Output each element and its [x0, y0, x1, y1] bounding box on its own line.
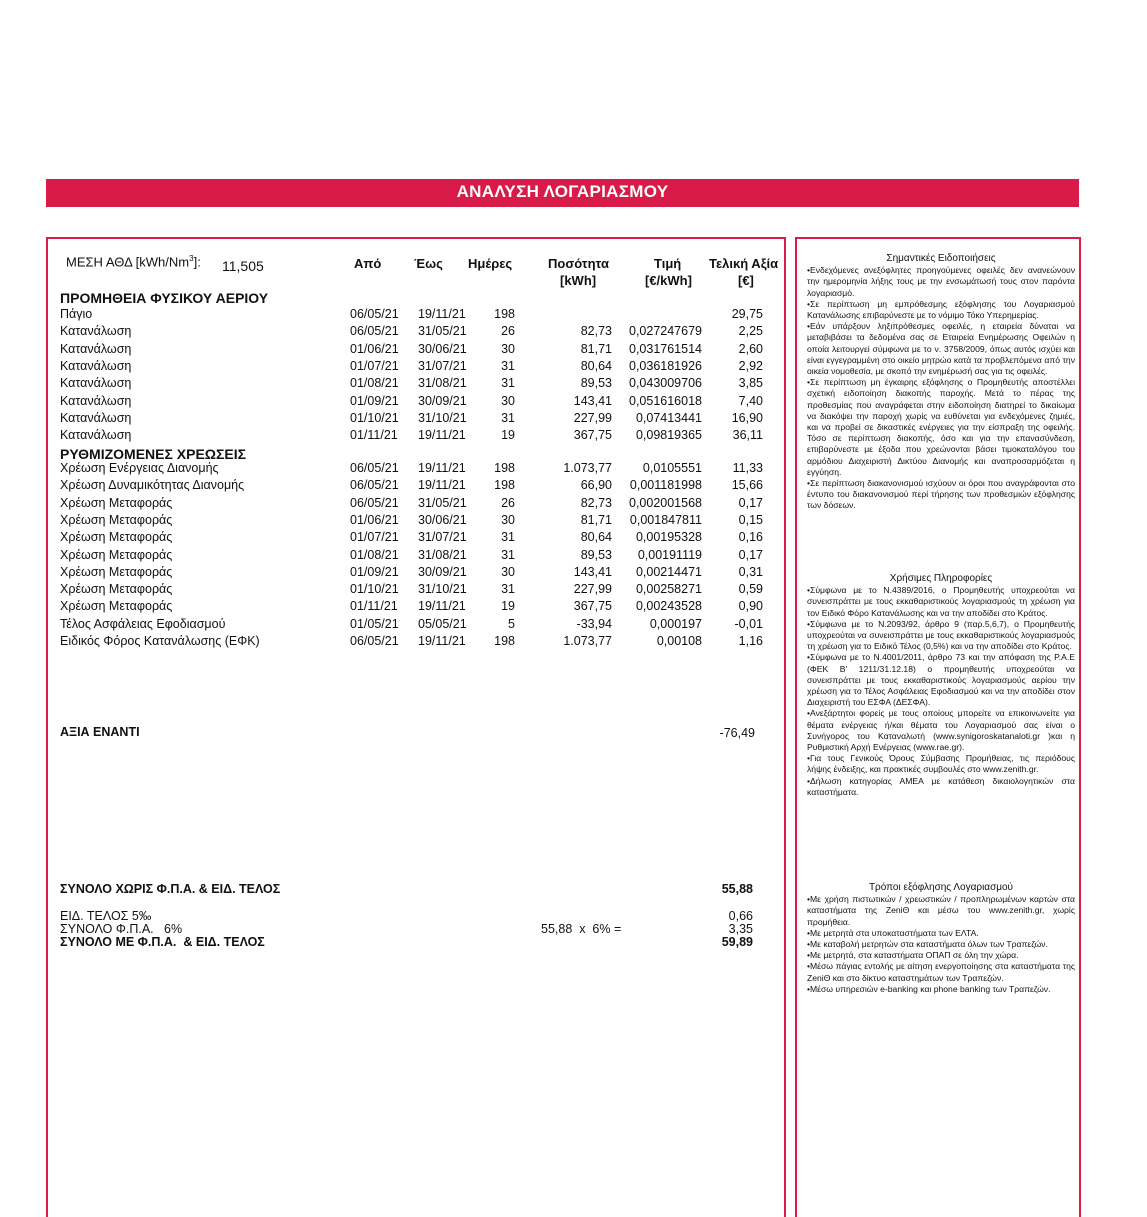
row-label: Ειδικός Φόρος Κατανάλωσης (ΕΦΚ): [60, 634, 260, 648]
row-price: 0,051616018: [629, 393, 702, 408]
row-label: Κατανάλωση: [60, 341, 132, 356]
col-header-qty-unit: [kWh]: [560, 273, 597, 288]
bill-analysis-panel: [46, 237, 786, 1217]
row-final: 1,16: [738, 634, 763, 648]
meta-value: 11,505: [222, 258, 264, 274]
table-row: [48, 496, 788, 513]
row-from: 01/06/21: [350, 341, 399, 356]
notice-item: •Με μετρητά, στα καταστήματα ΟΠΑΠ σε όλη την χώρα.: [807, 950, 1019, 961]
row-from: 01/05/21: [350, 616, 399, 631]
row-price: 0,0105551: [642, 461, 702, 475]
row-price: 0,001847811: [629, 512, 702, 527]
row-label: Χρέωση Μεταφοράς: [60, 564, 173, 579]
row-from: 06/05/21: [350, 495, 399, 510]
row-qty: 367,75: [573, 599, 612, 614]
row-price: 0,001181998: [629, 478, 702, 493]
row-label: Χρέωση Μεταφοράς: [60, 599, 173, 614]
notice-item: •Σε περίπτωση διακανονισμού ισχύουν οι όροι που αναγράφονται στο έντυπο του διακανονισμού περί τήρησης των προθεσμιών εξόφλησης των δόσεων.: [807, 478, 1075, 511]
row-from: 06/05/21: [350, 634, 399, 648]
row-qty: 367,75: [573, 428, 612, 443]
row-qty: 66,90: [580, 478, 612, 493]
row-label: Χρέωση Μεταφοράς: [60, 512, 173, 527]
notice-item: •Με μετρητά στα υποκαταστήματα των ΕΛΤΑ.: [807, 927, 979, 938]
row-final: 11,33: [732, 461, 763, 475]
col-header-final-unit: [€]: [738, 273, 754, 288]
row-qty: 81,71: [580, 512, 612, 527]
payment-methods-title: Τρόποι εξόφλησης Λογαριασμού: [868, 882, 1014, 893]
row-qty: 82,73: [580, 495, 612, 510]
row-label: Χρέωση Δυναμικότητας Διανομής: [60, 478, 245, 493]
row-price: 0,00108: [656, 634, 702, 648]
row-final: -0,01: [734, 616, 763, 631]
row-days: 31: [501, 376, 515, 391]
row-price: 0,043009706: [629, 376, 702, 391]
row-price: 0,00243528: [635, 599, 702, 614]
col-header-qty: Ποσότητα: [548, 256, 609, 271]
row-final: 2,60: [738, 341, 763, 356]
row-label: Κατανάλωση: [60, 393, 132, 408]
row-label: Χρέωση Ενέργειας Διανομής: [60, 461, 219, 475]
row-to: 30/06/21: [418, 341, 467, 356]
row-to: 05/05/21: [418, 616, 467, 631]
col-header-days: Ημέρες: [468, 256, 513, 271]
important-notices-title: Σημαντικές Ειδοποιήσεις: [886, 253, 996, 264]
table-row: [48, 530, 788, 547]
row-days: 31: [501, 358, 515, 373]
notice-item: •Μέσω πάγιας εντολής με αίτηση ενεργοποίησης στα καταστήματα της ZeniΘ και στο δίκτυο καταστημάτων των Τραπεζών.: [807, 961, 1075, 983]
table-row: [48, 342, 788, 359]
notice-item: •Ανεξάρτητοι φορείς με τους οποίους μπορείτε να επικοινωνείτε για θέματα ενέργειας ή/και θέματα του Λογαριασμού σας είναι ο Συνήγορος του Καταναλωτή (www.synigoroskatanaloti.gr )και η Ρυθμιστική Αρχή Ενέργειας (www.rae.gr).: [807, 708, 1075, 753]
row-label: Πάγιο: [60, 307, 93, 321]
row-label: Κατανάλωση: [60, 358, 132, 373]
row-label: Χρέωση Μεταφοράς: [60, 530, 173, 545]
row-to: 31/10/21: [418, 410, 467, 425]
row-to: 30/09/21: [418, 564, 467, 579]
row-final: 0,16: [738, 530, 763, 545]
grand-total-value: 59,89: [721, 935, 753, 949]
subtotal-value: 55,88: [721, 882, 753, 896]
row-from: 01/06/21: [350, 512, 399, 527]
meta-label: ΜΕΣΗ ΑΘΔ [kWh/Nm$^3$]:: [66, 254, 201, 270]
row-label: Κατανάλωση: [60, 376, 132, 391]
row-days: 31: [501, 530, 515, 545]
row-days: 30: [501, 512, 515, 527]
table-row: [48, 461, 788, 478]
row-to: 31/05/21: [418, 495, 467, 510]
banner-title: ΑΝΑΛΥΣΗ ΛΟΓΑΡΙΑΣΜΟΥ: [456, 182, 669, 201]
row-to: 31/05/21: [418, 324, 467, 339]
notice-item: •Σύμφωνα με το Ν.2093/92, άρθρο 9 (παρ.5,6,7), ο Προμηθευτής υποχρεούται να συνεισπράττει με τους εκκαθαριστικούς λογαριασμούς τη χρέωση για το Ειδικό Τέλος (0,5%) και να την αποδίδει στο Κράτος.: [807, 618, 1075, 652]
table-row: [48, 428, 788, 445]
row-days: 31: [501, 582, 515, 597]
row-final: 2,25: [738, 324, 763, 339]
row-from: 06/05/21: [350, 324, 399, 339]
row-days: 198: [494, 461, 515, 475]
row-qty: 1.073,77: [563, 634, 612, 648]
table-row: [48, 411, 788, 428]
row-label: Χρέωση Μεταφοράς: [60, 547, 173, 562]
row-final: 36,11: [732, 428, 763, 443]
row-final: 0,90: [738, 599, 763, 614]
row-final: 3,85: [738, 376, 763, 391]
vat-value: 3,35: [728, 922, 753, 936]
row-qty: 227,99: [573, 582, 612, 597]
section-banner: [46, 179, 1079, 207]
row-from: 01/11/21: [350, 428, 398, 443]
useful-info-title: Χρήσιμες Πληροφορίες: [889, 573, 993, 584]
row-qty: 80,64: [580, 358, 612, 373]
col-header-from: Από: [354, 256, 382, 271]
row-price: 0,00191119: [637, 547, 702, 562]
row-label: Κατανάλωση: [60, 410, 132, 425]
row-to: 19/11/21: [418, 599, 466, 614]
special-fee-label: ΕΙΔ. ΤΕΛΟΣ 5‰: [60, 909, 152, 923]
table-row: [48, 634, 788, 651]
row-from: 01/08/21: [350, 376, 399, 391]
special-fee-value: 0,66: [728, 909, 753, 923]
row-from: 01/09/21: [350, 564, 399, 579]
row-price: 0,07413441: [635, 410, 702, 425]
row-price: 0,031761514: [629, 341, 702, 356]
row-price: 0,000197: [649, 616, 702, 631]
table-row: [48, 617, 788, 634]
row-price: 0,002001568: [629, 495, 702, 510]
vat-formula: 55,88 x 6% =: [541, 922, 622, 936]
row-days: 31: [501, 547, 515, 562]
row-qty: 1.073,77: [563, 461, 612, 475]
table-row: [48, 307, 788, 324]
row-to: 30/09/21: [418, 393, 467, 408]
table-row: [48, 394, 788, 411]
col-header-price-unit: [€/kWh]: [645, 273, 692, 288]
table-row: [48, 548, 788, 565]
row-from: 01/10/21: [350, 582, 399, 597]
row-to: 19/11/21: [418, 428, 466, 443]
row-from: 06/05/21: [350, 461, 399, 475]
notice-item: •Μέσω υπηρεσιών e-banking και phone banking των Τραπεζών.: [807, 983, 1051, 994]
useful-info: [807, 573, 1075, 798]
notice-item: •Σύμφωνα με το Ν.4001/2011, άρθρο 73 και την απόφαση της Ρ.Α.Ε (ΦΕΚ Β' 1211/31.12.18) ο προμηθευτής υποχρεούται να συνεισπράττει με τους εκκαθαριστικούς λογαριασμούς αερίου την χρέωση για το Τέλος Ασφάλειας Εφοδιασμού και να την αποδίδει στον Διαχειριστή του ΕΣΦΑ (ΔΕΣΦΑ).: [807, 652, 1075, 708]
row-to: 31/07/21: [418, 358, 467, 373]
notice-item: •Με καταβολή μετρητών στα καταστήματα όλων των Τραπεζών.: [807, 939, 1048, 950]
row-from: 01/09/21: [350, 393, 399, 408]
payment-methods: [807, 882, 1075, 995]
notice-item: •Εάν υπάρξουν ληξιπρόθεσμες οφειλές, η εταιρεία δύναται να μεταβιβάσει τα δεδομένα σας σε Εταιρεία Ενημέρωσης Οφειλών η οποία λειτουργεί σύμφωνα με το ν. 3758/2009, όπως αυτός ισχύει και είναι εγγεγραμμένη στο οικείο μητρώο κατά τα προβλεπόμενα από την οικεία νομοθεσία, με σκοπό την ενημέρωσή σας για τις οφειλές.: [807, 321, 1075, 377]
row-days: 19: [501, 599, 515, 614]
row-label: Κατανάλωση: [60, 324, 132, 339]
row-days: 198: [494, 307, 515, 321]
table-row: [48, 582, 788, 599]
row-from: 01/08/21: [350, 547, 399, 562]
row-to: 19/11/21: [418, 461, 466, 475]
row-days: 30: [501, 564, 515, 579]
row-qty: 81,71: [580, 341, 612, 356]
notice-item: •Σύμφωνα με το Ν.4389/2016, ο Προμηθευτής υποχρεούται να συνεισπράττει με τους εκκαθαριστικούς λογαριασμούς τη χρέωση για τον Ειδικό Φόρο Κατανάλωσης και να την αποδίδει στο Κράτος.: [807, 585, 1075, 618]
row-days: 30: [501, 393, 515, 408]
row-days: 198: [494, 478, 515, 493]
notices-panel: [795, 237, 1081, 1217]
row-label: Κατανάλωση: [60, 428, 132, 443]
row-from: 01/11/21: [350, 599, 398, 614]
row-to: 31/08/21: [418, 376, 467, 391]
row-price: 0,036181926: [629, 358, 702, 373]
row-price: 0,00195328: [635, 530, 702, 545]
notice-item: •Ενδεχόμενες ανεξόφλητες προηγούμενες οφειλές δεν ανανεώνουν την ημερομηνία λήξης τους με την ενσωμάτωσή τους στον παρόντα λογαριασμό.: [807, 265, 1075, 298]
row-qty: 227,99: [573, 410, 612, 425]
row-final: 29,75: [731, 307, 763, 321]
row-final: 7,40: [738, 393, 763, 408]
row-to: 31/08/21: [418, 547, 467, 562]
notice-item: •Δήλωση κατηγορίας ΑΜΕΑ με κατάθεση δικαιολογητικών στα καταστήματα.: [807, 775, 1075, 797]
row-to: 30/06/21: [418, 512, 467, 527]
row-days: 198: [494, 634, 515, 648]
row-final: 0,15: [738, 512, 763, 527]
vat-label: ΣΥΝΟΛΟ Φ.Π.Α. 6%: [60, 922, 183, 936]
row-from: 01/10/21: [350, 410, 399, 425]
table-row: [48, 513, 788, 530]
col-header-final: Τελική Αξία: [709, 256, 779, 271]
row-final: 0,17: [738, 495, 763, 510]
row-from: 01/07/21: [350, 358, 399, 373]
col-header-price: Τιμή: [654, 256, 682, 271]
row-to: 19/11/21: [418, 634, 466, 648]
row-price: 0,09819365: [635, 428, 702, 443]
important-notices: [807, 253, 1075, 512]
row-qty: 82,73: [580, 324, 612, 339]
row-days: 26: [501, 495, 515, 510]
table-row: [48, 324, 788, 341]
row-price: 0,027247679: [629, 324, 702, 339]
row-days: 31: [501, 410, 515, 425]
row-to: 31/07/21: [418, 530, 467, 545]
row-label: Τέλος Ασφάλειας Εφοδιασμού: [60, 616, 226, 631]
row-qty: 80,64: [580, 530, 612, 545]
row-days: 30: [501, 341, 515, 356]
table-row: [48, 376, 788, 393]
row-label: Χρέωση Μεταφοράς: [60, 582, 173, 597]
row-price: 0,00214471: [635, 564, 702, 579]
row-final: 2,92: [738, 358, 763, 373]
row-final: 0,31: [738, 564, 763, 579]
notice-item: •Σε περίπτωση μη έγκαιρης εξόφλησης ο Προμηθευτής αποστέλλει σχετική ειδοποίηση διακοπής παροχής. Μετά το πέρας της προθεσμίας που αναγράφεται στην ειδοποίηση διατηρεί το δικαίωμα να διακόψει την παροχή χωρίς να ευθύνεται για ενδεχόμενες ζημιές, και να προβεί σε δικαστικές ενέργειες για την είσπραξη της οφειλής. Τόσο σε περίπτωση διακοπής, όσο και για την επανασύνδεση, επιβαρύνεστε με έξοδα που χρεώνονται βάσει τιμοκαταλόγου του αρμόδιου Διαχειριστή Δικτύου Διανομής και αναπροσαρμόζεται η εγγύηση.: [807, 377, 1075, 477]
row-days: 26: [501, 324, 515, 339]
section-title-regulated: ΡΥΘΜΙΖΟΜΕΝΕΣ ΧΡΕΩΣΕΙΣ: [60, 446, 247, 462]
row-final: 15,66: [731, 478, 763, 493]
row-qty: 143,41: [573, 393, 612, 408]
row-price: 0,00258271: [635, 582, 702, 597]
row-from: 06/05/21: [350, 307, 399, 321]
row-from: 01/07/21: [350, 530, 399, 545]
row-qty: -33,94: [576, 616, 612, 631]
table-row: [48, 599, 788, 616]
row-qty: 89,53: [580, 376, 612, 391]
row-qty: 89,53: [580, 547, 612, 562]
table-row: [48, 565, 788, 582]
grand-total-label: ΣΥΝΟΛΟ ΜΕ Φ.Π.Α. & ΕΙΔ. ΤΕΛΟΣ: [60, 935, 265, 949]
row-final: 16,90: [731, 410, 763, 425]
row-qty: 143,41: [573, 564, 612, 579]
advance-value: -76,49: [719, 726, 755, 740]
row-label: Χρέωση Μεταφοράς: [60, 495, 173, 510]
subtotal-label: ΣΥΝΟΛΟ ΧΩΡΙΣ Φ.Π.Α. & ΕΙΔ. ΤΕΛΟΣ: [60, 882, 281, 896]
row-final: 0,17: [738, 547, 763, 562]
section-title-supply: ΠΡΟΜΗΘΕΙΑ ΦΥΣΙΚΟΥ ΑΕΡΙΟΥ: [60, 290, 269, 306]
notice-item: •Για τους Γενικούς Όρους Σύμβασης Προμήθειας, τις περιόδους λήψης ένδειξης, και πρακτικές συμβουλές στο www.zenith.gr.: [807, 753, 1075, 775]
notice-item: •Με χρήση πιστωτικών / χρεωστικών / προπληρωμένων καρτών στα καταστήματα της ZeniΘ και μέσω του www.zenith.gr, χωρίς προμήθεια.: [807, 894, 1075, 927]
notice-item: •Σε περίπτωση μη εμπρόθεσμης εξόφλησης του Λογαριασμού Κατανάλωσης επιβαρύνεστε με το νόμιμο Τόκο Υπερημερίας.: [807, 298, 1075, 321]
advance-label: ΑΞΙΑ ΕΝΑΝΤΙ: [60, 725, 140, 739]
col-header-to: Έως: [414, 256, 443, 271]
row-from: 06/05/21: [350, 478, 399, 493]
table-row: [48, 478, 788, 495]
row-final: 0,59: [738, 582, 763, 597]
row-days: 19: [501, 428, 515, 443]
row-to: 19/11/21: [418, 478, 466, 493]
row-to: 31/10/21: [418, 582, 467, 597]
row-to: 19/11/21: [418, 307, 466, 321]
table-row: [48, 359, 788, 376]
row-days: 5: [508, 616, 515, 631]
